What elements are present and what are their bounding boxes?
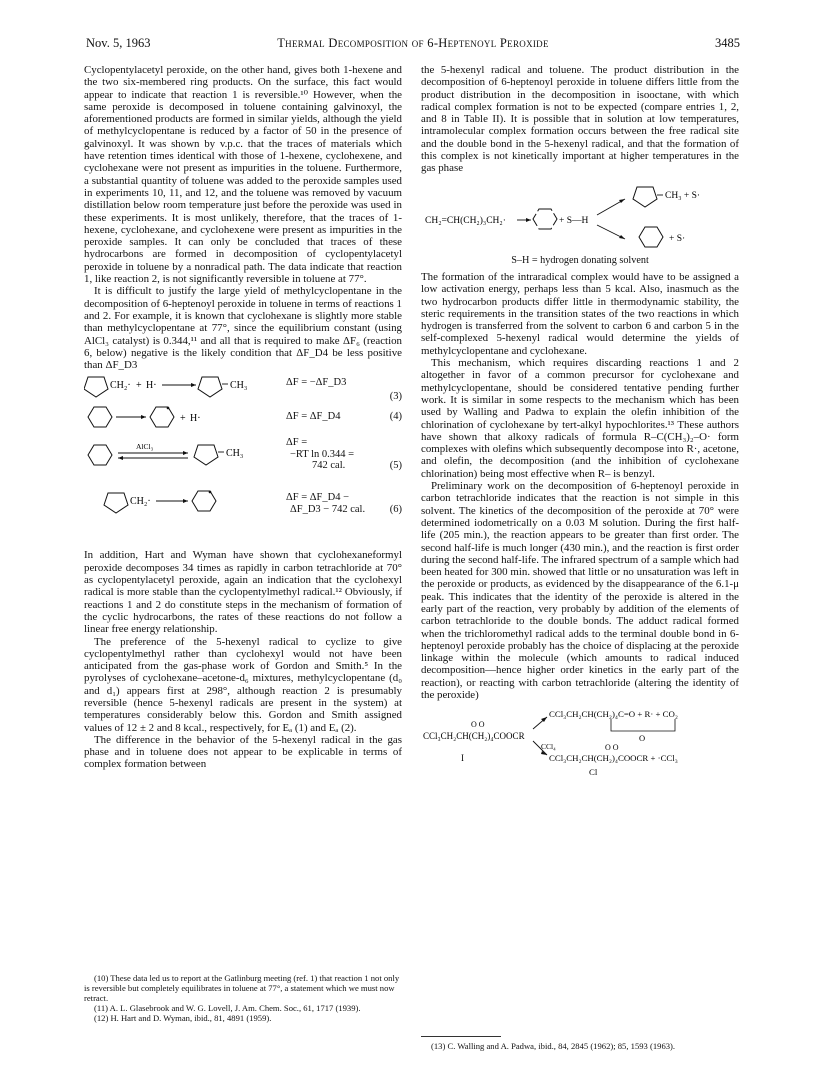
svg-text:O O: O O [471, 720, 485, 730]
cyclohexyl-ring [192, 491, 216, 511]
right-column [421, 64, 739, 777]
left-footnotes [84, 973, 402, 1023]
peroxide-scheme [421, 705, 739, 777]
bottom-product: + S· [669, 233, 686, 244]
eq3-number: (3) [389, 391, 402, 403]
eq6-number: (6) [389, 504, 402, 516]
svg-text:+: + [180, 413, 186, 425]
cyclopentane-ring [84, 377, 108, 397]
cyclopentane-ring [104, 493, 128, 513]
svg-text:+: + [136, 380, 142, 392]
footnote-10: (10) These data led us to report at the Gatlinburg meeting (ref. 1) that reaction 1 not only is reversible but completely equilibrates in toluene at 77°, a statement which we must now retract. [84, 973, 400, 1003]
paragraph: It is difficult to justify the large yield of methylcyclopentane in the decomposition of 6-heptenoyl peroxide in toluene in terms of reactions 1 and 2. For example, it is known that cyclohexane is slightly more stable than methylcyclopentane at 77°, since the equilibrium constant (using AlCl₃ catalyst) is 0.344,¹¹ and all that is required to make ΔF₆ (reaction 6, below) negative is the likely condition that ΔF_D4 be less positive than ΔF_D3 [84, 285, 402, 372]
reactant-label: CH₂· [130, 496, 151, 508]
reaction-4-diagram [84, 405, 284, 433]
scheme-caption: S–H = hydrogen donating solvent [511, 254, 649, 266]
top-product: CH₃ + S· [665, 190, 701, 201]
cyclohexane-ring [88, 445, 112, 465]
product-label: CH₃ [230, 380, 248, 392]
reagent-label: H· [146, 380, 157, 392]
peroxide-I: CCl₃CH₂CH(CH₂)₄COOCR [423, 731, 525, 742]
product-label: CH₃ [226, 448, 244, 460]
paragraph: The preference of the 5-hexenyl radical to cyclize to give cyclopentylmethyl rather than cyclohexyl would not have been anticipated from the gas-phase work of Gordon and Smith.⁵ In the pyrolyses of cyclohexane–acetone-d₆ mixtures, methylcyclopentane (d₀ and d₁) appears first at 298°, although reaction 2 is presumably reversible (hence 5-hexenyl radicals are present in the system) at temperatures considerably below this. Gordon and Smith assigned values of 12 ± 2 and 8 kcal., respectively, for Eₐ (1) and Eₐ (2). [84, 635, 402, 734]
reaction-6-diagram [84, 487, 284, 523]
mechanism-scheme [421, 181, 739, 253]
start-species: CH₂=CH(CH₂)₃CH₂· [425, 215, 506, 226]
paragraph: The formation of the intraradical complex would have to be assigned a low activation energy, perhaps less than 5 kcal. Also, inasmuch as the two hydrocarbon products differ little in thermodynamic stability, the steric requirements in the transition states of the two reactions in which hydrogen is transferred from the solvent to carbon 6 and carbon 5 in the self-complexed 5-hexenyl radical would determine the yields of methylcyclopentane and cyclohexane. [421, 270, 739, 357]
eq4-number: (4) [389, 411, 402, 423]
paragraph: the 5-hexenyl radical and toluene. The product distribution in the decomposition of 6-heptenoyl peroxide in toluene differs little from the product distribution in the decomposition in isooctane, with which radical complex formation is not to be expected (compare entries 1, 2, and 8 in Table II). It is possible that in solution at low temperatures, intramolecular complex formation occurs between the free radical site and the double bond in the 5-hexenyl radical, and that the formation of this complex is not kinetically important at higher temperatures in the gas phase [421, 64, 739, 175]
bottom-product: CCl₃CH₂CH(CH₂)₄COOCR + ·CCl₃ [549, 753, 678, 764]
eq4-rhs: ΔF = ΔF_D4 [286, 411, 341, 423]
svg-text:O O: O O [605, 743, 619, 753]
product-label: H· [190, 413, 201, 425]
cyclopentane-ring [633, 187, 657, 207]
cyclopentane-ring [198, 377, 222, 397]
reaction-5-diagram [84, 437, 284, 477]
cyclohexane-ring [88, 407, 112, 427]
cyclohexyl-ring [150, 407, 174, 427]
paragraph: The difference in the behavior of the 5-hexenyl radical in the gas phase and in toluene does not appear to be explicable in terms of complex formation between [84, 733, 402, 771]
footnote-rule [421, 1036, 501, 1037]
complexed-radical-ring [533, 209, 557, 229]
cyclohexane-ring [639, 227, 663, 247]
paragraph: In addition, Hart and Wyman have shown that cyclohexaneformyl peroxide decomposes 34 times as rapidly in carbon tetrachloride at 70° as cyclopentylacetyl peroxide, again an indication that the cyclohexyl radical is more stable than the cyclopentylmethyl radical.¹² Obviously, if reactions 1 and 2 do constitute steps in the mechanism of formation of the cyclic hydrocarbons, the rates of these reactions do not follow a linear free energy relationship. [84, 549, 402, 636]
footnote-12: (12) H. Hart and D. Wyman, ibid., 81, 4891 (1959). [94, 1013, 272, 1023]
paragraph: Cyclopentylacetyl peroxide, on the other hand, gives both 1-hexene and the two six-membered ring products. On the surface, this fact would appear to indicate that reaction 1 is reversible.¹⁰ However, when the same peroxide is decomposed in toluene containing galvinoxyl, the aforementioned products are formed in similar yields, although the yield of methylcyclopentane is reduced by a factor of 50 in the presence of galvinoxyl. It was shown by v.p.c. that the traces of materials which have retention times identical with those of 1-hexene, cyclohexene, and cyclohexane were not present as impurities in the toluene. Furthermore, a substantial quantity of toluene was added to the peroxide samples used in experiments 10, 11, and 12, and the toluene was removed by vacuum distillation below room temperature just before the peroxide was used in these experiments. It is most unlikely, therefore, that the traces of 1-hexene, cyclohexane, and cyclohexene were present as impurities in the peroxide samples. It can only be concluded that traces of these hydrocarbons are formed in decomposition of cyclopentylacetyl peroxide in toluene by a nonradical path. The data indicate that reaction 1, like reaction 2, is not significantly reversible in toluene at 77°. [84, 64, 402, 286]
chlorine-label: Cl [589, 767, 598, 778]
footnote-11: (11) A. L. Glasebrook and W. G. Lovell, J. Am. Chem. Soc., 61, 1717 (1939). [94, 1003, 361, 1013]
eq6-rhs: ΔF = ΔF_D4 − ΔF_D3 − 742 cal. [286, 492, 366, 515]
header-date: Nov. 5, 1963 [86, 36, 151, 50]
peroxide-label: I [461, 753, 464, 764]
running-header [86, 36, 740, 52]
paragraph: This mechanism, which requires discarding reactions 1 and 2 altogether in favor of a common precursor for cyclohexane and methylcyclopentane, should be considered tentative pending further work. It is similar in some respects to the mechanism which has been used by Walling and Padwa to explain the olefin inhibition of the chlorination of cyclohexane by tert-alkyl hypochlorites.¹³ These authors have shown that alkoxy radicals of formula R–C(CH₃)₂–O· form complexes with olefins which subsequently decompose into R·, acetone, and olefin, the decomposition (and the inhibition of cyclohexane chlorination) being most effective when R– is benzyl. [421, 357, 739, 480]
peroxide-diagram [421, 705, 739, 777]
equation-block [84, 375, 402, 545]
header-title: Thermal Decomposition of 6-Heptenoyl Peroxide [277, 36, 549, 50]
hydrogen-donor: + S—H [559, 215, 589, 226]
right-footnotes [421, 1030, 739, 1051]
reactant-label: CH₂· [110, 380, 131, 392]
reagent-label: CCl₄ [541, 742, 556, 752]
footnote-13: (13) C. Walling and A. Padwa, ibid., 84, 2845 (1962); 85, 1593 (1963). [431, 1041, 676, 1051]
page-number: 3485 [715, 36, 740, 50]
mechanism-diagram [421, 181, 739, 253]
ring-oxygen: O [639, 733, 646, 744]
paragraph: Preliminary work on the decomposition of 6-heptenoyl peroxide in carbon tetrachloride indicates that the reaction is not simple in this solvent. The kinetics of the decomposition of the peroxide at 70° were determined iodometrically on a 0.03 M solution. During the first half-life (205 min.), the reaction appears to be greater than first order. The second half-life is much longer (430 min.), and the reaction is first order during the second half-life. The infrared spectrum of a sample which had been heated for 300 min. showed that little or no unsaturation was left in the peroxide or products, as evidenced by the disappearance of the 6.1-μ peak. This indicates that the identity of the peroxide is altered in the early part of the reaction, very probably by addition of the elements of carbon tetrachloride to the double bonds. The adduct radical formed when the trichloromethyl radical adds to the terminal double bond in 6-heptenoyl peroxide probably has the choice of displacing at the peroxide linkage within the molecule (which amounts to radical induced decomposition—hence higher order kinetics in the early part of the reaction), or reacting with carbon tetrachloride (altering the identity of the peroxide) [421, 480, 739, 702]
left-column [84, 64, 402, 771]
eq3-rhs: ΔF = −ΔF_D3 [286, 377, 347, 389]
top-product: CCl₃CH₂CH(CH₂)₄C=O + R· + CO₂ [549, 709, 678, 720]
cyclopentane-ring [194, 445, 218, 465]
catalyst-label: AlCl₃ [136, 442, 154, 452]
eq5-number: (5) [389, 460, 402, 472]
eq5-rhs: ΔF = −RT ln 0.344 = 742 cal. [286, 437, 355, 472]
